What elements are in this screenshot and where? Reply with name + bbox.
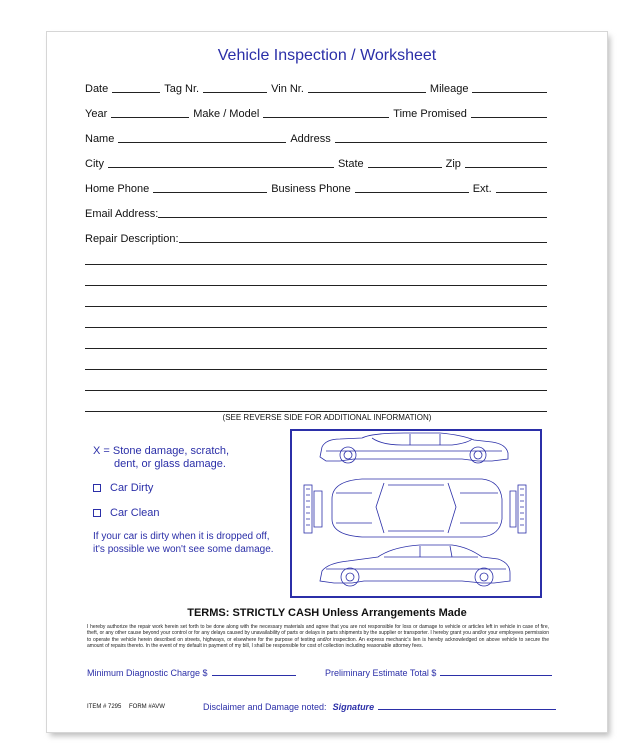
date-field[interactable] [112, 92, 160, 93]
make-model-field[interactable] [263, 117, 389, 118]
repair-line[interactable] [85, 348, 547, 349]
zip-field[interactable] [465, 167, 547, 168]
car-plan-view-icon [304, 479, 526, 537]
item-number: ITEM # 7295 [87, 704, 122, 710]
damage-legend [93, 445, 229, 471]
address-label: Address [290, 133, 331, 145]
city-label: City [85, 158, 104, 170]
disclaimer-row [203, 702, 560, 712]
email-field[interactable] [158, 217, 547, 218]
repair-line[interactable] [85, 327, 547, 328]
dirty-note-line2: it's possible we won't see some damage. [93, 544, 274, 555]
prelim-estimate-field[interactable] [440, 675, 552, 676]
dirty-note-line1: If your car is dirty when it is dropped off, [93, 531, 270, 542]
tag-field[interactable] [203, 92, 267, 93]
row-year-make-time [85, 104, 547, 120]
authorization-text: I hereby authorize the repair work herein set forth to be done along with the necessary materials and agree that you are not responsible for loss or damage to vehicle or articles left in vehicle in case of fire, theft, or any other cause beyond your control or for any delays caused by unavailability of parts or delays in parts shipments by the supplier or transporter. I hereby grant you and/or your employees permission to operate the vehicle herein described on streets, highways, or elsewhere for the purpose of testing and/or inspection. An express mechanic's lien is hereby acknowledged on above vehicle to secure the amount of repairs thereto. In the event of my default in payment of my bill, I shall be responsible for cost of collection including reasonable attorney fees. [87, 624, 549, 650]
prelim-estimate-row [325, 668, 556, 678]
disclaimer-label: Disclaimer and Damage noted: [203, 702, 327, 712]
repair-line[interactable] [85, 306, 547, 307]
form-title: Vehicle Inspection / Worksheet [217, 47, 437, 64]
business-phone-label: Business Phone [271, 183, 351, 195]
year-label: Year [85, 108, 108, 120]
row-date-tag-vin-mileage [85, 79, 547, 95]
make-model-label: Make / Model [193, 108, 260, 120]
tag-label: Tag Nr. [164, 83, 200, 95]
repair-line[interactable] [85, 264, 547, 265]
car-side-top-icon [320, 433, 508, 463]
email-label: Email Address: [85, 208, 159, 220]
signature-label: Signature [332, 702, 375, 712]
row-name-address [85, 129, 547, 145]
dirty-car-note [93, 530, 274, 556]
repair-line[interactable] [85, 285, 547, 286]
car-dirty-checkbox[interactable] [93, 484, 101, 492]
ext-label: Ext. [472, 183, 492, 195]
car-side-bottom-icon [320, 545, 510, 586]
car-clean-checkbox[interactable] [93, 509, 101, 517]
time-promised-label: Time Promised [393, 108, 467, 120]
signature-field[interactable] [378, 709, 556, 710]
prelim-estimate-label: Preliminary Estimate Total $ [325, 668, 437, 678]
terms-heading: TERMS: STRICTLY CASH Unless Arrangements Made [187, 607, 467, 619]
car-dirty-option[interactable] [93, 482, 153, 494]
repair-field[interactable] [179, 242, 547, 243]
time-promised-field[interactable] [471, 117, 547, 118]
address-field[interactable] [335, 142, 547, 143]
car-clean-option[interactable] [93, 507, 160, 519]
date-label: Date [85, 83, 109, 95]
home-phone-label: Home Phone [85, 183, 150, 195]
zip-label: Zip [445, 158, 461, 170]
name-label: Name [85, 133, 115, 145]
min-diagnostic-field[interactable] [212, 675, 296, 676]
repair-line[interactable] [85, 369, 547, 370]
repair-line[interactable] [85, 390, 547, 391]
mileage-label: Mileage [429, 83, 469, 95]
car-dirty-label: Car Dirty [110, 482, 154, 494]
city-field[interactable] [108, 167, 334, 168]
min-diagnostic-label: Minimum Diagnostic Charge $ [87, 668, 208, 678]
form-sheet [46, 31, 608, 733]
min-diagnostic-row [87, 668, 300, 678]
row-city-state-zip [85, 154, 547, 170]
vin-label: Vin Nr. [271, 83, 304, 95]
form-number: FORM #AVW [129, 704, 165, 710]
vin-field[interactable] [308, 92, 426, 93]
repair-label: Repair Description: [85, 233, 179, 245]
home-phone-field[interactable] [153, 192, 267, 193]
repair-line[interactable] [85, 411, 547, 412]
name-field[interactable] [118, 142, 286, 143]
damage-legend-line1: X = Stone damage, scratch, [93, 445, 230, 457]
car-clean-label: Car Clean [110, 507, 160, 519]
year-field[interactable] [111, 117, 189, 118]
damage-legend-line2: dent, or glass damage. [114, 458, 226, 470]
reverse-side-note: (SEE REVERSE SIDE FOR ADDITIONAL INFORMATION) [222, 413, 432, 422]
row-phones [85, 179, 547, 195]
row-email [85, 204, 547, 220]
row-repair [85, 229, 547, 245]
mileage-field[interactable] [472, 92, 547, 93]
state-field[interactable] [368, 167, 442, 168]
ext-field[interactable] [496, 192, 547, 193]
vehicle-damage-diagram[interactable] [290, 429, 542, 598]
business-phone-field[interactable] [355, 192, 469, 193]
state-label: State [337, 158, 364, 170]
